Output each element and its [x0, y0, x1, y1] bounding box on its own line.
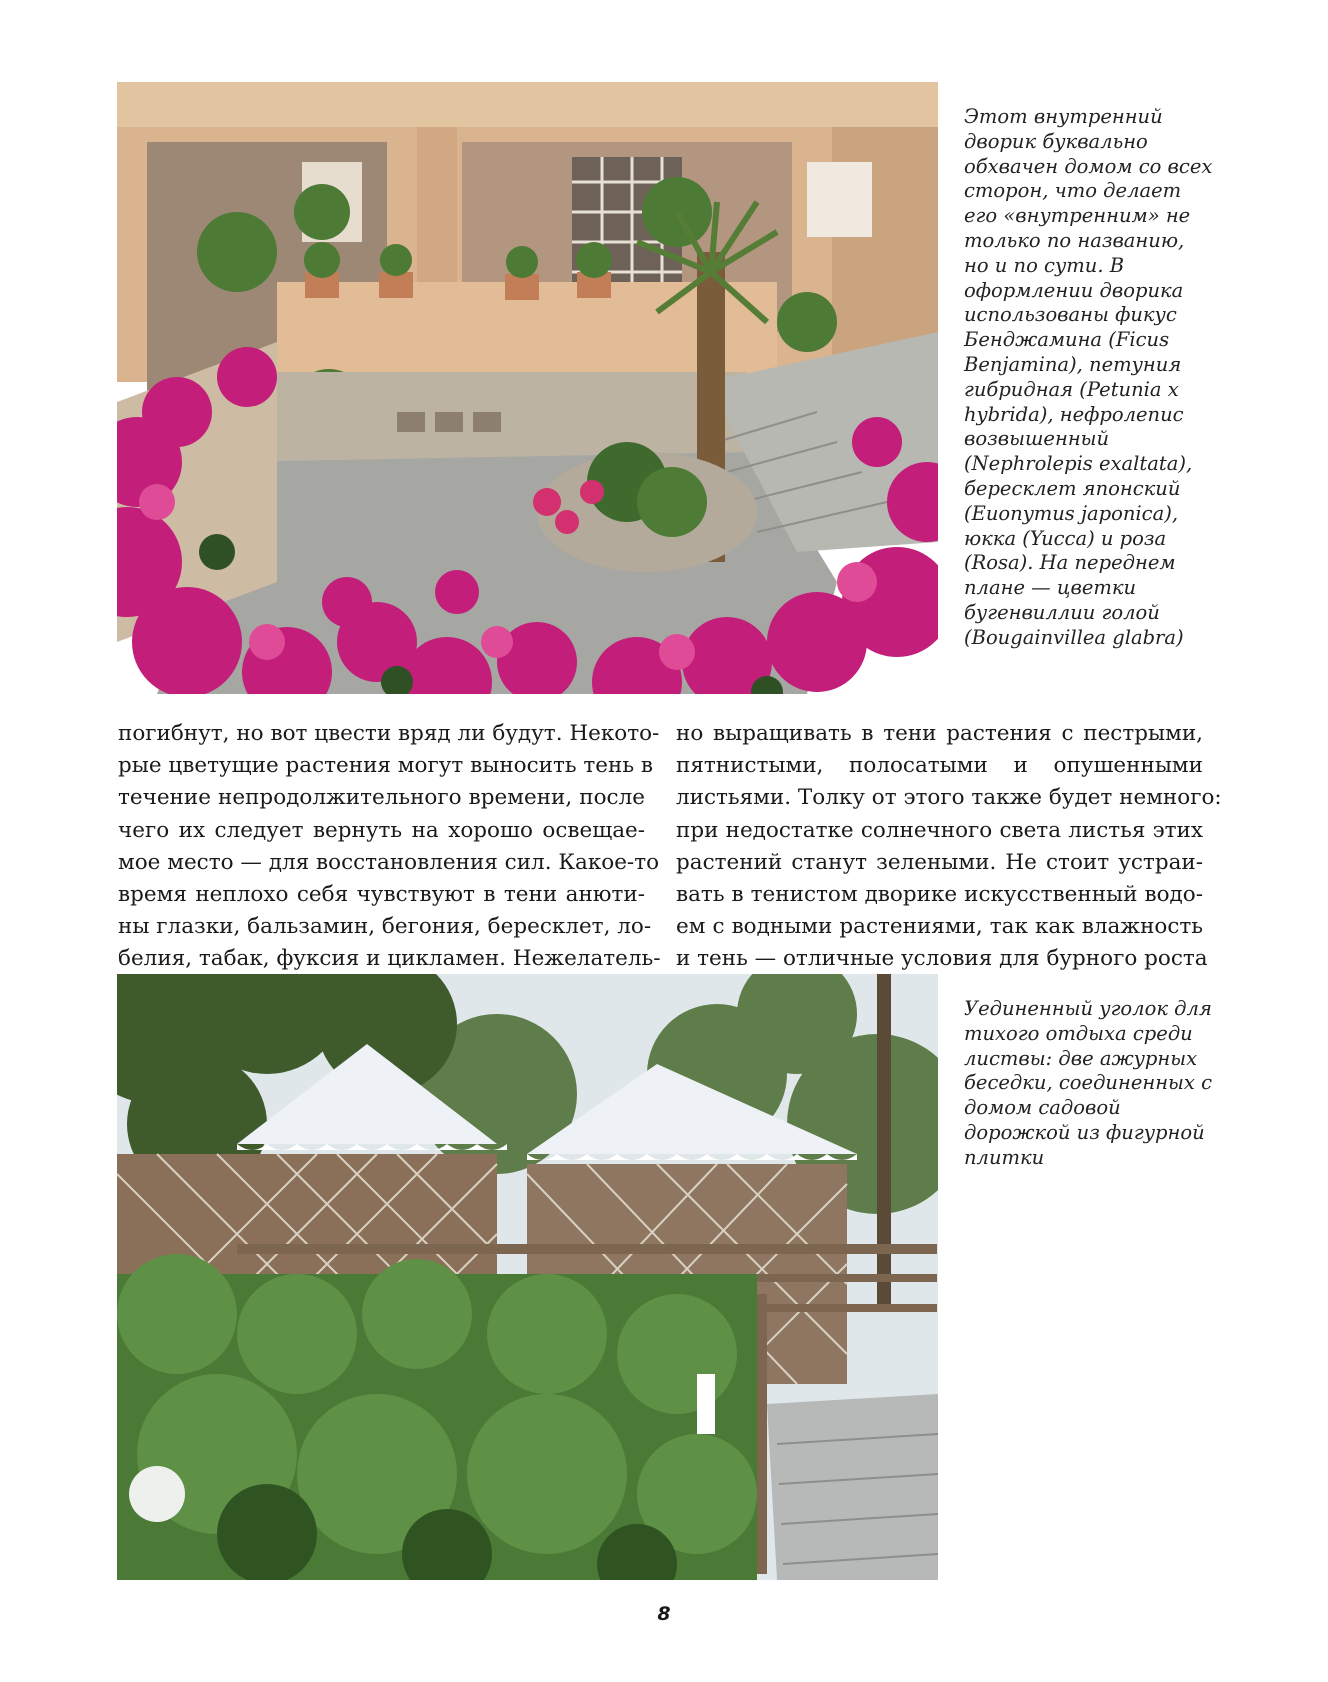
- body-line: но выращивать в тени растения с пестрыми,: [676, 721, 1203, 746]
- body-line: ем с водными растениями, так как влажность: [676, 914, 1203, 940]
- body-line: вать в тенистом дворике искусственный водо-: [676, 881, 1203, 907]
- page-number: 8: [657, 1603, 671, 1625]
- body-line: ны глазки, бальзамин, бегония, бересклет, ло-: [118, 914, 652, 940]
- gazebo-photo: [117, 974, 938, 1580]
- body-line: при недостатке солнечного света листья этих: [676, 817, 1203, 843]
- photo-caption-top: Этот внутренний дворик буквально обхвачен домом со всех сторон, что делает его «внутренним» не только по названию, но и по сути. В оформлении дворика использованы фикус Бенджамина (Ficus Benjamina), петуния гибридная (Petunia x hybrida), нефролепис возвышенный (Nephrolepis exaltata), бересклет японский (Euonymus japonica), юкка (Yucca) и роза (Rosa). На переднем плане — цветки бугенвиллии голой (Bougainvillea glabra): [964, 105, 1213, 649]
- body-line: течение непродолжительного времени, после: [118, 785, 645, 811]
- body-line: пятнистыми, полосатыми и опушенными: [676, 753, 1203, 779]
- photo-caption-bottom: Уединенный уголок для тихого отдыха среди листвы: две ажурных беседки, соединенных с домом садовой дорожкой из фигурной плитки: [964, 997, 1213, 1169]
- body-line: растений станут зелеными. Не стоит устраи-: [676, 849, 1203, 875]
- body-line: мое место — для восстановления сил. Какое-то: [118, 849, 660, 875]
- gazebo-illustration: [117, 974, 938, 1580]
- body-text-left-column: [118, 718, 661, 976]
- body-line: чего их следует вернуть на хорошо освещае-: [118, 817, 645, 843]
- body-text-right-column: [676, 718, 1222, 976]
- body-line: листьями. Толку от этого также будет немного:: [676, 785, 1222, 811]
- body-line: время неплохо себя чувствуют в тени анюти-: [118, 881, 645, 907]
- courtyard-photo: [117, 82, 938, 694]
- courtyard-illustration: [117, 82, 938, 694]
- body-line: белия, табак, фуксия и цикламен. Нежелатель-: [118, 946, 661, 972]
- body-line: и тень — отличные условия для бурного роста: [676, 946, 1208, 972]
- body-line: погибнут, но вот цвести вряд ли будут. Некото-: [118, 721, 660, 746]
- body-line: рые цветущие растения могут выносить тень в: [118, 753, 654, 779]
